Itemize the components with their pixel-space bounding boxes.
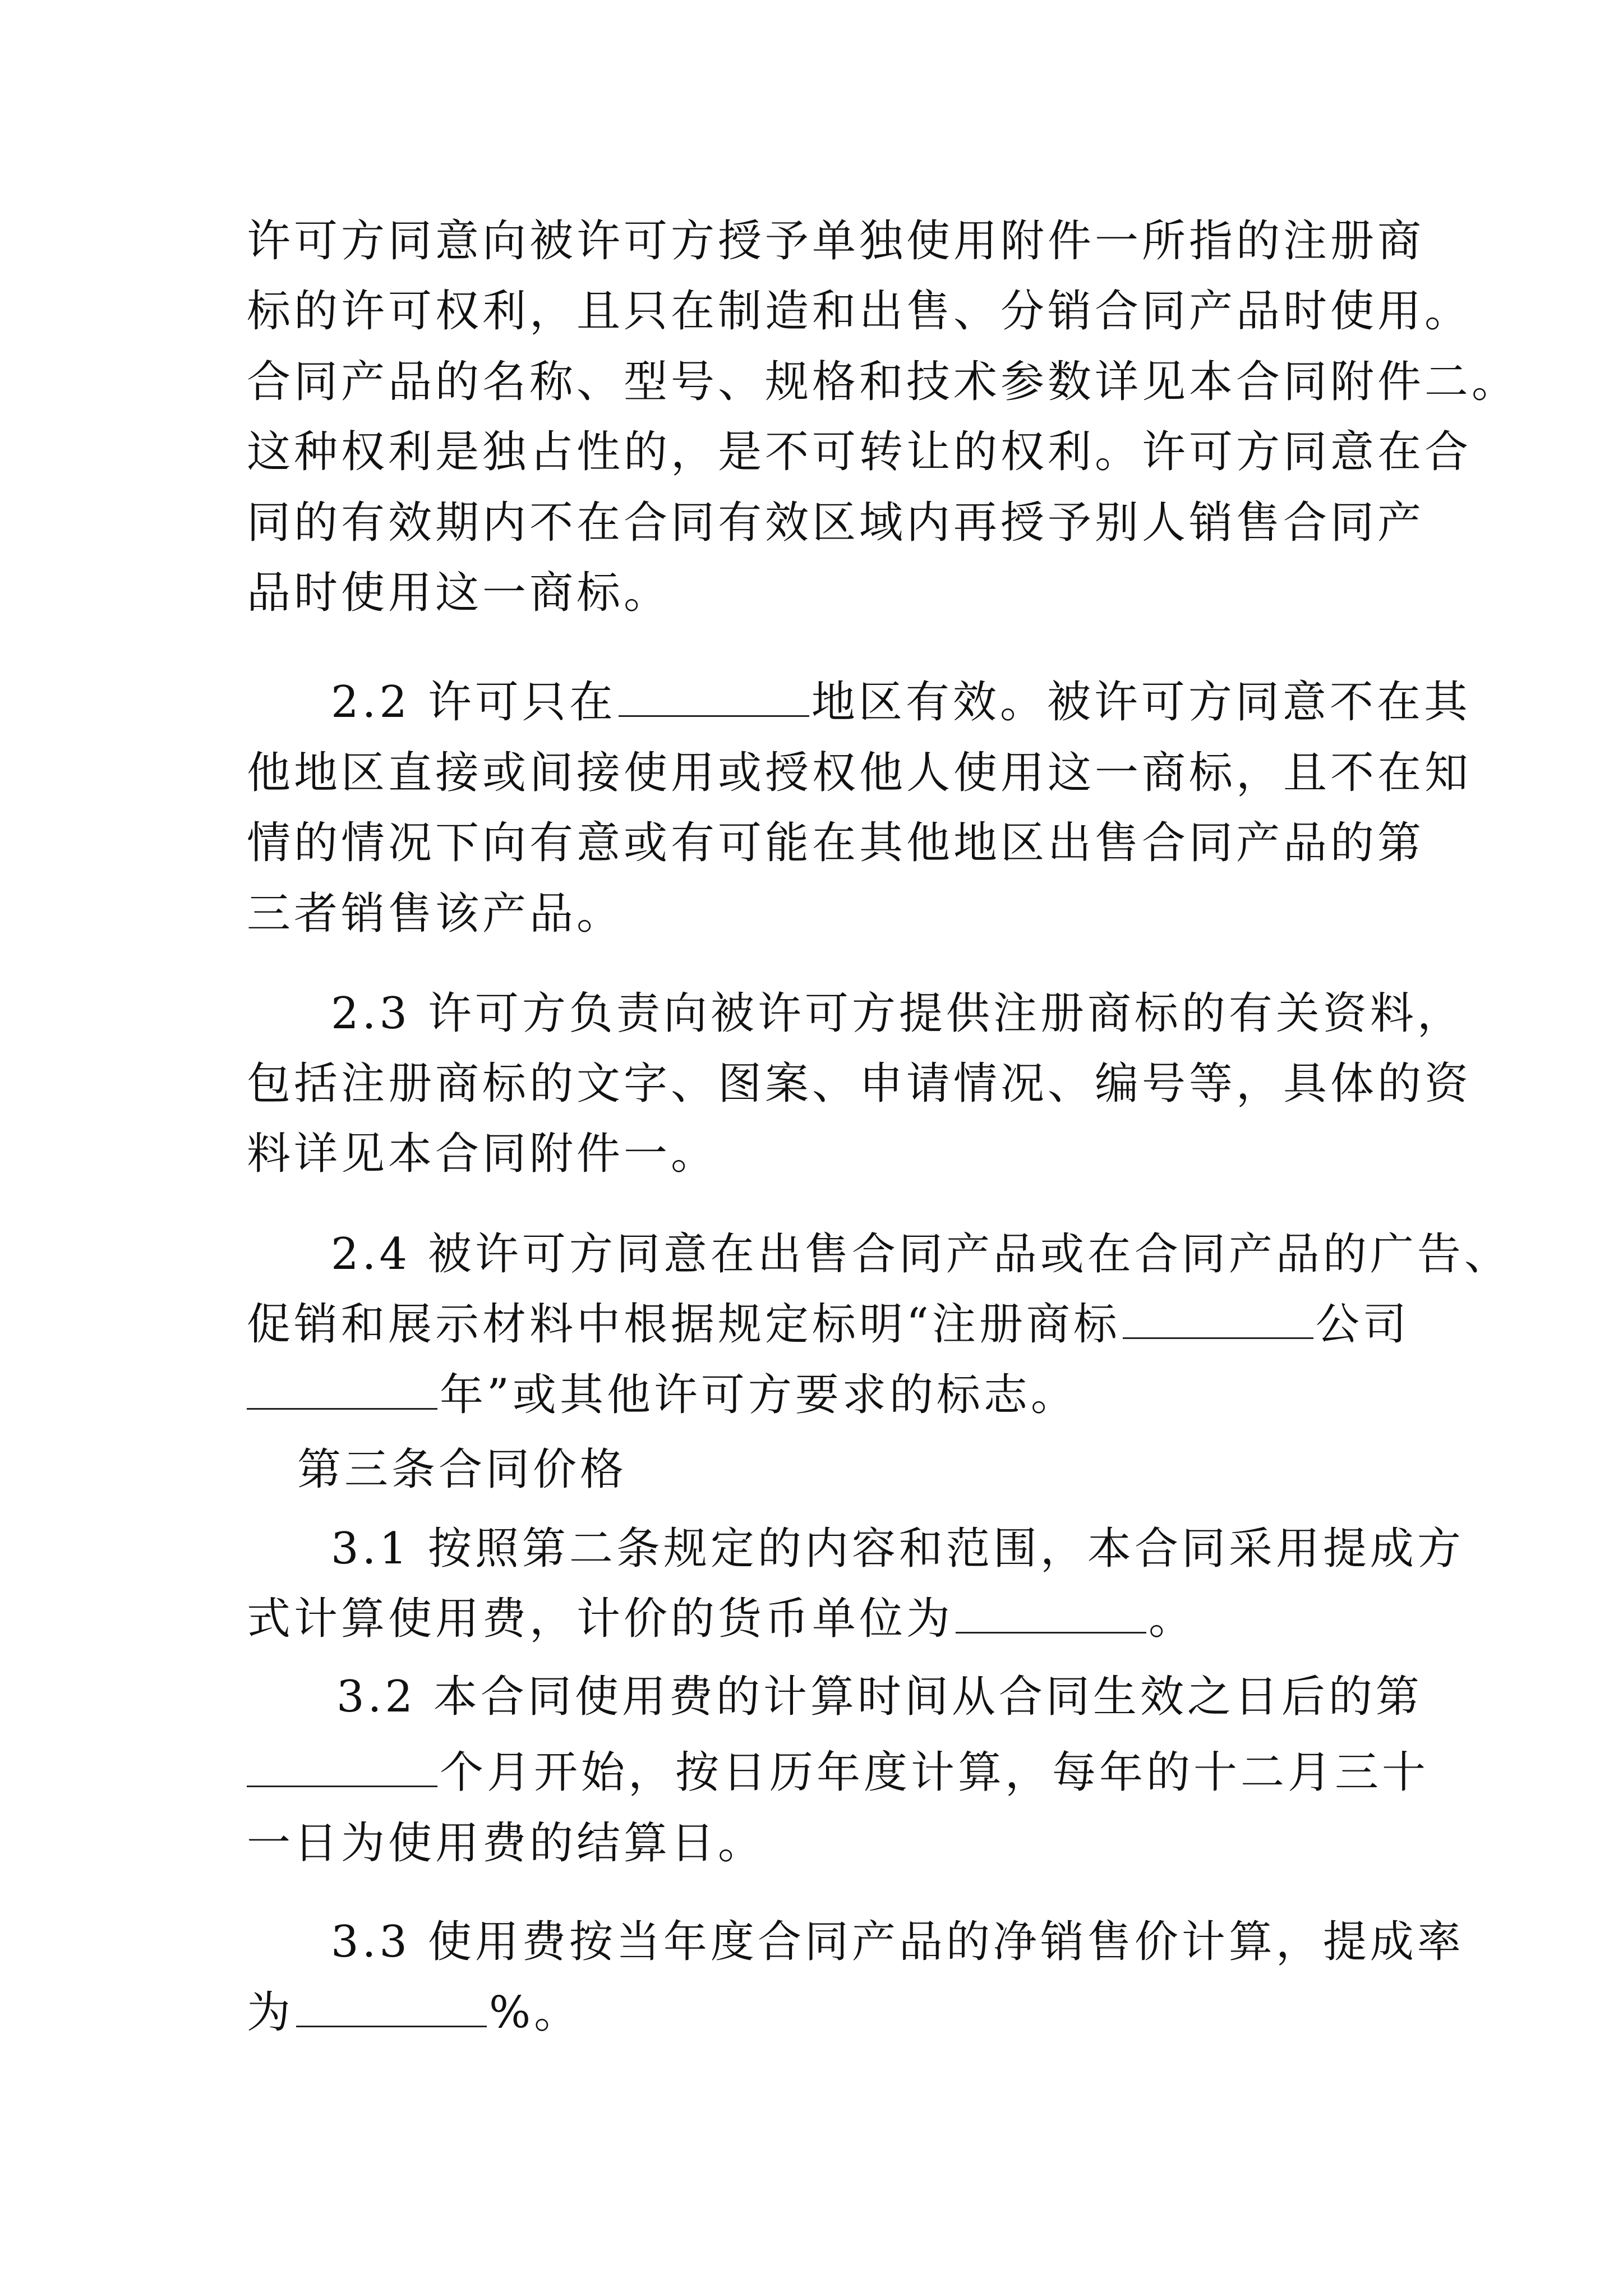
fill-in-blank xyxy=(247,1752,437,1787)
fill-in-blank xyxy=(247,1374,437,1410)
clause-3-1-text-b: 。 xyxy=(1149,1594,1196,1644)
text-line: 一日为使用费的结算日。 xyxy=(247,1818,766,1869)
fill-in-blank xyxy=(619,682,809,717)
text-line: 这种权利是独占性的，是不可转让的权利。许可方同意在合 xyxy=(247,427,1472,477)
clause-3-3-text-b: %。 xyxy=(489,1987,582,2038)
clause-2-2 xyxy=(331,669,1475,736)
clause-3-1: 3.1 按照第二条规定的内容和范围，本合同采用提成方 xyxy=(331,1524,1464,1574)
clause-3-2: 3.2 本合同使用费的计算时间从合同生效之日后的第 xyxy=(336,1672,1423,1722)
clause-2-2-text-a: 2.2 许可只在 xyxy=(331,677,616,728)
text-line: 他地区直接或间接使用或授权他人使用这一商标，且不在知 xyxy=(247,748,1472,798)
clause-2-3: 2.3 许可方负责向被许可方提供注册商标的有关资料， xyxy=(331,988,1464,1039)
fill-in-blank xyxy=(296,1992,487,2027)
text-line xyxy=(247,1361,1391,1429)
text-line: 同的有效期内不在合同有效区域内再授予别人销售合同产 xyxy=(247,498,1425,548)
clause-2-4: 2.4 被许可方同意在出售合同产品或在合同产品的广告、 xyxy=(331,1229,1511,1280)
clause-2-4-text-a: 促销和展示材料中根据规定标明“注册商标 xyxy=(247,1299,1121,1350)
section-heading: 第三条合同价格 xyxy=(297,1444,628,1495)
fill-in-blank xyxy=(956,1598,1146,1634)
clause-3-2-text: 个月开始，按日历年度计算，每年的十二月三十 xyxy=(440,1747,1430,1798)
text-line: 许可方同意向被许可方授予单独使用附件一所指的注册商 xyxy=(247,216,1425,266)
text-line xyxy=(247,1979,1391,2046)
clause-2-4-text-c: 年”或其他许可方要求的标志。 xyxy=(440,1370,1078,1420)
text-line xyxy=(247,1291,1410,1358)
text-line: 标的许可权利，且只在制造和出售、分销合同产品时使用。 xyxy=(247,286,1472,337)
text-line: 情的情况下向有意或有可能在其他地区出售合同产品的第 xyxy=(247,818,1425,868)
text-line: 包括注册商标的文字、图案、申请情况、编号等，具体的资 xyxy=(247,1059,1472,1109)
clause-3-1-text-a: 式计算使用费，计价的货币单位为 xyxy=(247,1594,954,1644)
text-line: 品时使用这一商标。 xyxy=(247,568,671,618)
text-line xyxy=(247,1739,1430,1806)
clause-3-3-text-a: 为 xyxy=(247,1987,294,2038)
fill-in-blank xyxy=(1123,1304,1313,1339)
text-line xyxy=(247,1585,1391,1653)
text-line: 合同产品的名称、型号、规格和技术参数详见本合同附件二。 xyxy=(247,357,1519,407)
clause-3-3: 3.3 使用费按当年度合同产品的净销售价计算，提成率 xyxy=(331,1917,1464,1967)
text-line: 料详见本合同附件一。 xyxy=(247,1129,718,1179)
clause-2-4-text-b: 公司 xyxy=(1315,1299,1410,1350)
clause-2-2-text-b: 地区有效。被许可方同意不在其 xyxy=(811,677,1471,728)
text-line: 三者销售该产品。 xyxy=(247,889,624,939)
